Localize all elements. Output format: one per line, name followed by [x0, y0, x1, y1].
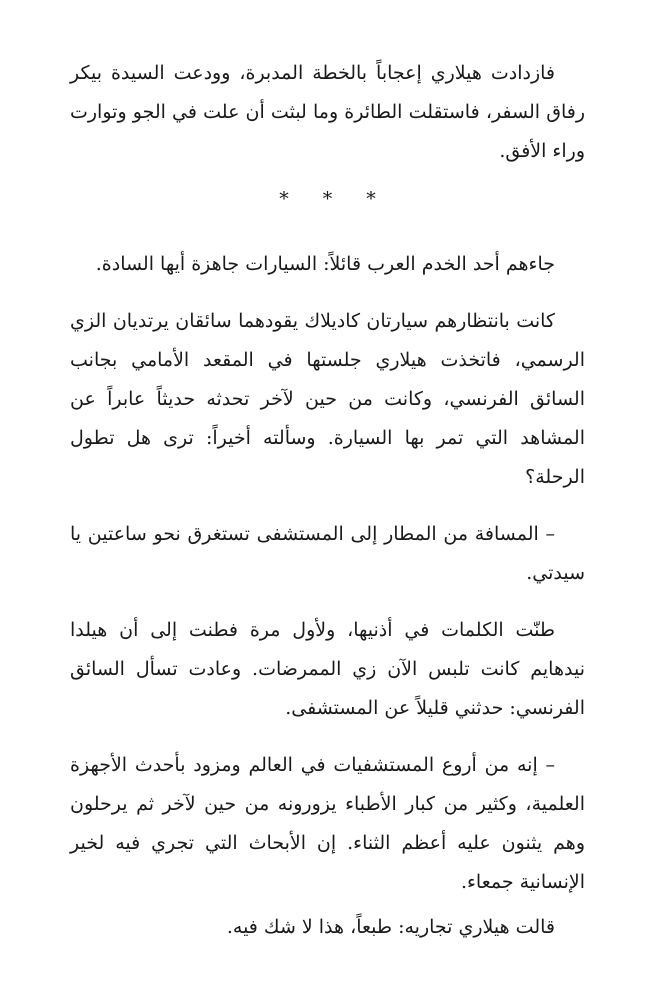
paragraph-5: طنّت الكلمات في أذنيها، ولأول مرة فطنت إلى أن هيلدا نيدهايم كانت تلبس الآن زي الممرضات. وعادت تسأل السائق الفرنسي: حدثني قليلاً عن المستشفى. [70, 619, 585, 719]
paragraph-3: كانت بانتظارهم سيارتان كاديلاك يقودهما سائقان يرتديان الزي الرسمي، فاتخذت هيلاري جلستها في المقعد الأمامي بجانب السائق الفرنسي، وكانت من حين لآخر تحدثه حديثاً عابراً عن المشاهد التي تمر بها السيارة. وسألته أخيراً: ترى هل تطول الرحلة؟ [70, 310, 585, 488]
paragraph-6: – إنه من أروع المستشفيات في العالم ومزود بأحدث الأجهزة العلمية، وكثير من كبار الأطباء يزورونه من حين لآخر ثم يرحلون وهم يثنون عليه أعظم الثناء. إن الأبحاث التي تجري فيه لخير الإنسانية جمعاء. [70, 754, 585, 893]
section-separator-wrap [70, 171, 585, 245]
paragraph-1: فازدادت هيلاري إعجاباً بالخطة المدبرة، وودعت السيدة بيكر رفاق السفر، فاستقلت الطائرة وما لبثت أن علت في الجو وتوارت وراء الأفق. [70, 62, 585, 162]
paragraph-7: قالت هيلاري تجاريه: طبعاً، هذا لا شك فيه. [226, 916, 555, 938]
paragraph-2: جاءهم أحد الخدم العرب قائلاً: السيارات جاهزة أيها السادة. [95, 253, 555, 275]
section-separator: * * * [279, 188, 390, 210]
paragraph-4: – المسافة من المطار إلى المستشفى تستغرق نحو ساعتين يا سيدتي. [70, 523, 585, 584]
